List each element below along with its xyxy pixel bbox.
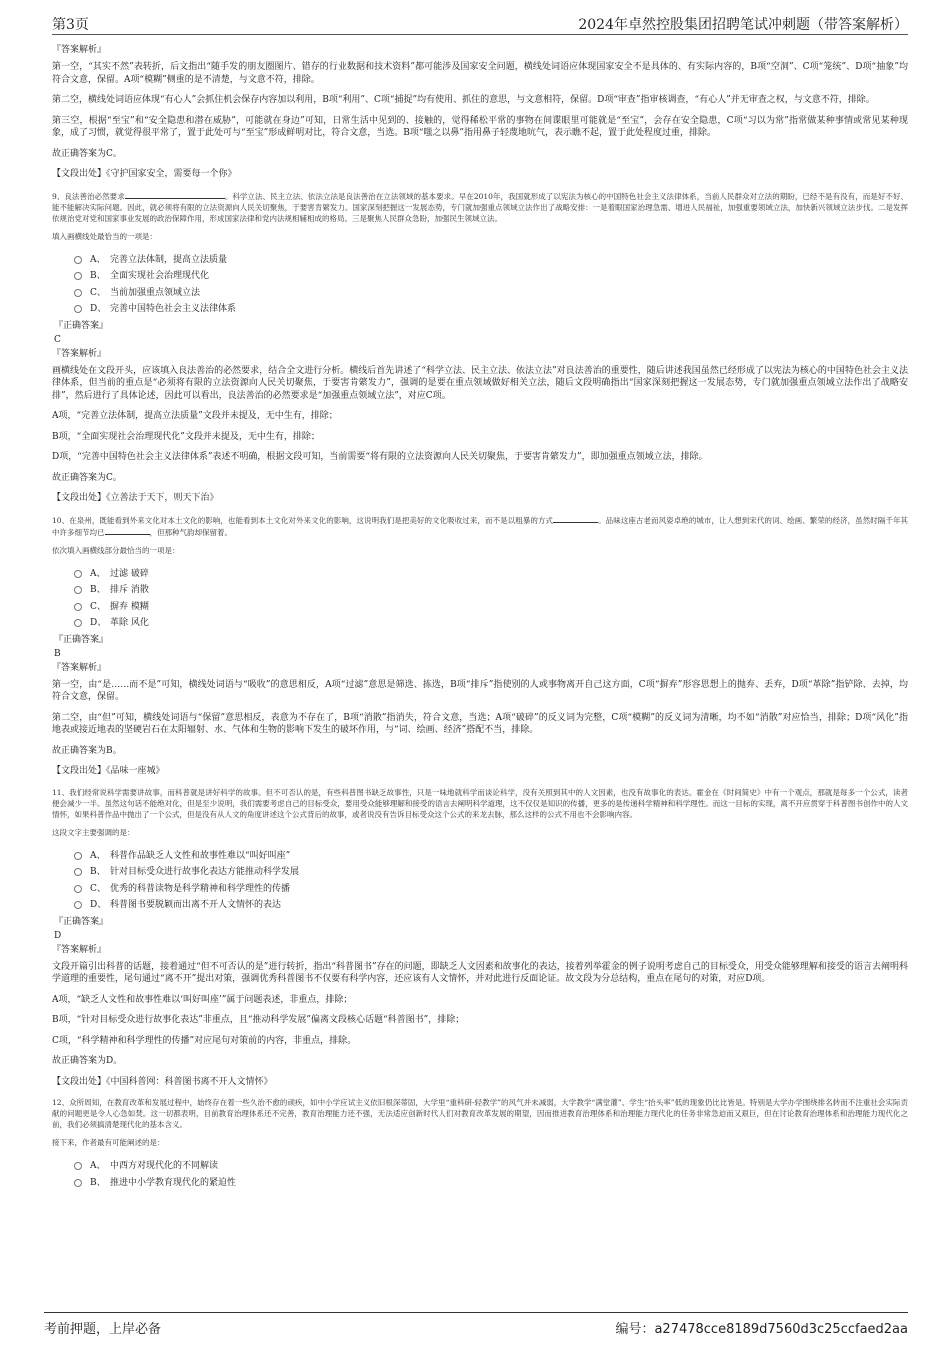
conclusion: 故正确答案为C。	[52, 148, 122, 159]
option-c[interactable]: C、 优秀的科普读物是科学精神和科学理性的传播	[74, 883, 908, 895]
source-citation: 【文段出处】《中国科普网：科普图书离不开人文情怀》	[52, 1076, 273, 1087]
option-d[interactable]: D、 科普图书要脱颖而出离不开人文情怀的表达	[74, 899, 908, 911]
conclusion: 故正确答案为C。	[52, 472, 122, 483]
footer-slogan: 考前押题，上岸必备	[44, 1322, 162, 1337]
radio-icon[interactable]	[74, 586, 82, 594]
option-a[interactable]: A、 科普作品缺乏人文性和故事性难以“叫好叫座”	[74, 850, 908, 862]
analysis-paragraph: 第一空，“其实不然”表转折，后文指出“随手发的朋友圈图片、错存的行业数据和技术资料”都可能涉及国家安全问题，横线处词语应体现国家安全不是具体的、有实际内容的，B项“空洞”、C项“笼统”、D项“抽象”均符合文意，保留。A项“模糊”侧重的是不清楚，与文意不符，排除。	[52, 62, 908, 85]
document-id: 编号：a27478cce8189d7560d3c25ccfaed2aa	[615, 1322, 908, 1337]
document-title: 2024年卓然控股集团招聘笔试冲刺题（带答案解析）	[578, 17, 908, 33]
correct-answer-label: 『正确答案』	[54, 634, 109, 645]
page-footer	[44, 1312, 908, 1337]
option-b[interactable]: B、 排斥 消散	[74, 584, 908, 596]
question-prompt: 这段文字主要强调的是：	[52, 827, 135, 837]
option-d[interactable]: D、 完善中国特色社会主义法律体系	[74, 303, 908, 315]
answer-analysis-label: 『答案解析』	[52, 45, 107, 55]
question-prompt: 填入画横线处最恰当的一项是：	[52, 231, 157, 241]
answer-analysis-label: 『答案解析』	[52, 944, 107, 955]
radio-icon[interactable]	[74, 852, 82, 860]
option-a[interactable]: A、 过滤 破碎	[74, 568, 908, 580]
answer-analysis-label: 『答案解析』	[52, 662, 107, 673]
question-prompt: 依次填入画横线部分最恰当的一项是：	[52, 545, 180, 555]
correct-answer-label: 『正确答案』	[54, 916, 109, 927]
analysis-paragraph: B项，“针对目标受众进行故事化表达”非重点，且“推动科学发展”偏离文段核心话题“科普图书”，排除；	[52, 1015, 465, 1025]
option-b[interactable]: B、 针对目标受众进行故事化表达方能推动科学发展	[74, 866, 908, 878]
analysis-paragraph: 第三空，根据“至宝”和“安全隐患和潜在威胁”，可能就在身边”可知，日常生活中见到的、接触的，觉得稀松平常的事物在间谍眼里可能就是“至宝”，会存在安全隐患，C项“习以为常”指常做某种事情或常见某种现象，成了习惯，就觉得很平常了，置于此处可与“至宝”形成鲜明对比，符合文意，当选。B项“嗤之以鼻”指用鼻子轻蔑地吭气，表示瞧不起，置于此处程度过重，排除。	[52, 115, 908, 138]
correct-answer-label: 『正确答案』	[54, 320, 109, 331]
radio-icon[interactable]	[74, 868, 82, 876]
analysis-paragraph: 第二空，由“但”可知，横线处词语与“保留”意思相反，表意为不存在了，B项“消散”指消失，符合文意，当选；A项“破碎”的反义词为完整，C项“模糊”的反义词为清晰，均不如“消散”对应恰当，排除；D项“风化”指地表或接近地表的坚硬岩石在太阳辐射、水、气体和生物的影响下发生的破坏作用，与“词、绘画、经济”搭配不当，排除。	[52, 712, 908, 735]
question-stem: 12、众所周知，在教育改革和发展过程中，始终存在着一些久治不愈的顽疾，如中小学应试主义依旧根深蒂固，大学里“重科研-轻教学”的风气并未减弱，大学教学“满堂灌”、学生“抬头率”低的现象仍比比皆是。特别是大学办学围绕排名转而不注重社会实际贡献的问题更是令人心急如焚。这一切都表明，目前教育治理体系还不完善，教育治理能力还不强，无法适应创新时代人们对教育改革发展的期望，因而推进教育治理体系和治理能力现代化的任务非常急迫而又艰巨，但在讨论教育治理体系和治理能力现代化之前，我们必须搞清楚现代化的基本含义。	[52, 1098, 908, 1129]
source-citation: 【文段出处】《立善法于天下，则天下治》	[52, 493, 219, 503]
radio-icon[interactable]	[74, 289, 82, 297]
conclusion: 故正确答案为B。	[52, 745, 122, 756]
conclusion: 故正确答案为D。	[52, 1056, 123, 1066]
option-a[interactable]: A、 中西方对现代化的不同解读	[74, 1160, 908, 1172]
option-b[interactable]: B、 全面实现社会治理现代化	[74, 270, 908, 282]
option-d[interactable]: D、 革除 风化	[74, 617, 908, 629]
analysis-paragraph: 第二空，横线处词语应体现“有心人”会抓住机会保存内容加以利用，B项“利用”、C项“捕捉”均有使用、抓住的意思，与文意相符，保留。D项“审查”指审核调查，“有心人”并无审查之权，与文意不符，排除。	[52, 95, 875, 105]
radio-icon[interactable]	[74, 619, 82, 627]
radio-icon[interactable]	[74, 305, 82, 313]
radio-icon[interactable]	[74, 1162, 82, 1170]
radio-icon[interactable]	[74, 885, 82, 893]
fill-blank	[125, 190, 225, 199]
question-stem: 10、在泉州，既能看到外来文化对本土文化的影响，也能看到本土文化对外来文化的影响，这说明我们是把美好的文化吸收过来，而不是以粗暴的方式 。品味这座古老而风姿卓绝的城市，让人想到宋代的词、绘画、繁荣的经济，虽然时隔千年其中许多细节均已 ，但那种气韵却保留着。	[52, 515, 908, 537]
fill-blank	[105, 526, 150, 535]
analysis-paragraph: A项，“完善立法体制，提高立法质量”文段并未提及，无中生有，排除；	[52, 411, 338, 421]
correct-answer: C	[54, 334, 61, 345]
analysis-paragraph: 第一空，由“是……而不是”可知，横线处词语与“吸收”的意思相反，A项“过滤”意思是筛选、拣选，B项“排斥”指使别的人或事物离开自己这方面，C项“摒弃”形容思想上的抛弃、丢弃，D项“革除”指铲除、去掉，均符合文意，保留。	[52, 679, 908, 702]
page-header	[52, 12, 908, 35]
analysis-paragraph: 文段开篇引出科普的话题，接着通过“但不可否认的是”进行转折，指出“科普图书”存在的问题，即缺乏人文因素和故事化的表达，接着列举霍金的例子说明考虑自己的目标受众，用受众能够理解和接受的语言去阐明科学道理的重要性，尾句通过“离不开”提出对策，强调优秀科普图书不仅要有科学内容，还应该有人文情怀，并对此进行反面论证。故文段为分总结构，重点在尾句的对策，对应D项。	[52, 961, 908, 984]
radio-icon[interactable]	[74, 603, 82, 611]
question-prompt: 接下来，作者最有可能阐述的是：	[52, 1138, 165, 1147]
option-b[interactable]: B、 推进中小学教育现代化的紧迫性	[74, 1177, 908, 1189]
question-stem: 9、良法善治必然要求 。科学立法、民主立法、依法立法是良法善治在立法领域的基本要求。早在2010年，我国就形成了以宪法为核心的中国特色社会主义法律体系，当前人民群众对立法的期盼，已经不是有没有，而是好不好、能不能解决实际问题。因此，就必须将有限的立法资源向人民关切聚焦，于要害肯綮发力。国家深刻把握这一发展态势，专门就加强重点领域立法作出了战略安排：一是着眼国家治理急需、增进人民福祉，加强重要领域立法，加快新兴领域立法步伐。二是发挥依规治党对党和国家事业发展的政治保障作用，形成国家法律和党内法规相辅相成的格局。三是聚焦人民群众急盼，加强民生领域立法。	[52, 191, 908, 223]
document-body	[52, 44, 908, 1301]
answer-analysis-label: 『答案解析』	[52, 348, 107, 359]
radio-icon[interactable]	[74, 901, 82, 909]
option-c[interactable]: C、 摒弃 模糊	[74, 601, 908, 613]
analysis-paragraph: B项，“全面实现社会治理现代化”文段并未提及，无中生有，排除；	[52, 431, 320, 442]
analysis-paragraph: 画横线处在文段开头，应该填入良法善治的必然要求，结合全文进行分析。横线后首先讲述了“科学立法、民主立法、依法立法”对良法善治的重要性，随后讲述我国虽然已经形成了以宪法为核心的中国特色社会主义法律体系，但当前的重点是“必须将有限的立法资源向人民关切聚焦，于要害肯綮发力”，强调的是要在重点领域做好相关立法，随后文段明确指出“国家深刻把握这一发展态势，专门就加强重点领域立法作出了战略安排”，然后进行了具体论述，因此可以看出，良法善治的必然要求是“加强重点领域立法”，对应C项。	[52, 365, 908, 401]
radio-icon[interactable]	[74, 570, 82, 578]
radio-icon[interactable]	[74, 272, 82, 280]
question-stem: 11、我们经常说科学需要讲故事，而科普就是讲好科学的故事。但不可否认的是，有些科普图书缺乏故事性，只是一味地就科学而谈论科学，没有关照到其中的人文因素，也没有故事化的表达。霍金在《时间简史》中有一个观点，那就是每多一个公式，读者便会减少一半。虽然这句话不能绝对化，但是至少说明，我们需要考虑自己的目标受众，要用受众能够理解和接受的语言去阐明科学道理，这不仅仅是知识的传播，更多的是传递科学精神和科学理性。而这一目标的实现，离不开应贯穿于科普图书创作中的人文情怀，如果科普作品中抛出了一个公式，但是没有从人文的角度讲述这个公式背后的故事，或者说没有告诉目标受众这个公式的来龙去脉，那么这样的公式不用也不会影响内容。	[52, 787, 908, 819]
radio-icon[interactable]	[74, 256, 82, 264]
correct-answer: B	[54, 648, 61, 659]
radio-icon[interactable]	[74, 1179, 82, 1187]
analysis-paragraph: D项，“完善中国特色社会主义法律体系”表述不明确，根据文段可知，当前需要“将有限的立法资源向人民关切聚焦，于要害肯綮发力”，即加强重点领域立法，排除。	[52, 452, 708, 462]
analysis-paragraph: C项，“科学精神和科学理性的传播”对应尾句对策前的内容，非重点，排除。	[52, 1035, 357, 1046]
analysis-paragraph: A项，“缺乏人文性和故事性难以‘叫好叫座’”属于问题表述，非重点，排除；	[52, 994, 353, 1005]
source-citation: 【文段出处】《品味一座城》	[52, 766, 165, 776]
option-c[interactable]: C、 当前加强重点领域立法	[74, 287, 908, 299]
option-a[interactable]: A、 完善立法体制，提高立法质量	[74, 254, 908, 266]
page-number: 第3页	[52, 17, 89, 33]
correct-answer: D	[54, 930, 62, 941]
fill-blank	[553, 514, 598, 523]
source-citation: 【文段出处】《守护国家安全，需要每一个你》	[52, 169, 237, 179]
